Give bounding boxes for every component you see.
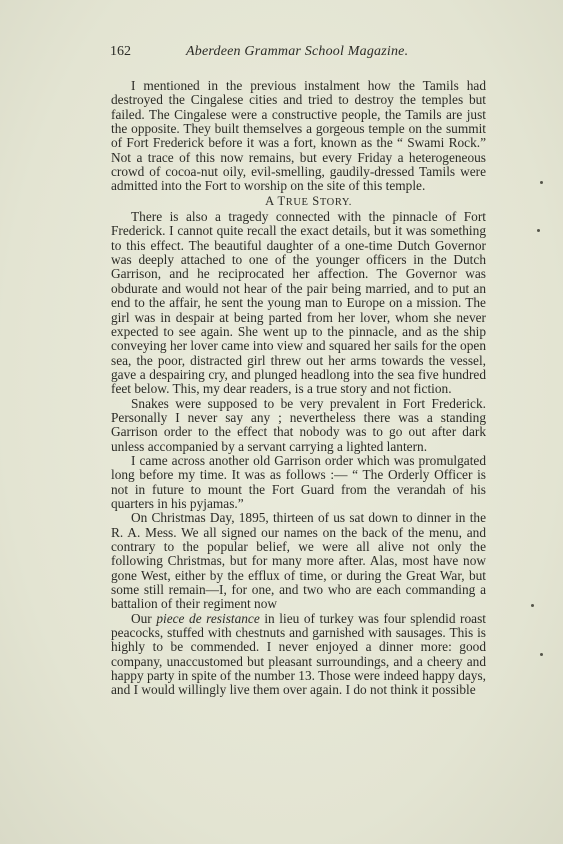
journal-title: Aberdeen Grammar School Magazine. (186, 44, 409, 59)
paragraph-garrison-order: I came across another old Garrison order which was promulgated long before my time. It was as follows :— “ The Orderly Officer is not in future to mount the Fort Guard from the verandah of his quarters in his pyjamas.” (111, 452, 486, 511)
heading-smallcaps-a: RUE (285, 196, 309, 208)
speck-mark (537, 229, 540, 232)
section-heading (111, 194, 486, 210)
heading-initials-a: A T (265, 193, 286, 208)
paragraph-snakes: Snakes were supposed to be very prevalent in Fort Frederick. Personally I never say any ; nevertheless there was a standing Garrison order to the effect that nobody was to go out after dark unless accompanied by a servant carrying a lighted lantern. (111, 395, 486, 454)
speck-mark (540, 653, 543, 656)
paragraph-tragedy: There is also a tragedy connected with the pinnacle of Fort Frederick. I cannot quite recall the exact details, but it was something to this effect. The beautiful daughter of a one-time Dutch Governor was deeply attached to one of the younger officers in the Dutch Garrison, and he reciprocated her affection. The Governor was obdurate and would not hear of the pair being married, and to put an end to the affair, he sent the young man to Europe on a mission. The girl was in despair at being parted from her lover, whom she never expected to see again. She went up to the pinnacle, and as the ship conveying her lover came into view and squared her sails for the open sea, the poor, distracted girl threw out her arms towards the vessel, gave a despairing cry, and plunged headlong into the sea five hundred feet below. This, my dear readers, is a true story and not fiction. (111, 209, 486, 397)
heading-initials-b: S (308, 193, 320, 208)
speck-mark (531, 604, 534, 607)
peacocks-rest: in lieu of turkey was four splendid roast peacocks, stuffed with chestnuts and garnished with sausages. This is highly to be commended. I never enjoyed a dinner more: good company, unaccustomed but pleasant surroundings, and a cheery and happy party in spite of the number 13. Those were indeed happy days, and I would willingly live them over again. I do not think it possible (111, 610, 486, 698)
speck-mark (540, 181, 543, 184)
page-header (110, 44, 490, 64)
paragraph-tamil-temple: I mentioned in the previous instalment how the Tamils had destroyed the Cingalese cities and tried to destroy the temples but failed. The Cingalese were a constructive people, the Tamils are just the opposite. They built themselves a gorgeous temple on the summit of Fort Frederick before it was a fort, known as the “ Swami Rock.” Not a trace of this now remains, but every Friday a heterogeneous crowd of cocoa-nut oily, evil-smelling, gaudily-dressed Tamils were admitted into the Fort to worship on the site of this temple. (111, 78, 486, 194)
paragraph-peacocks (111, 612, 486, 698)
peacocks-italic: piece de resistance (156, 610, 260, 626)
article-body (111, 79, 486, 698)
heading-smallcaps-b: TORY. (319, 196, 352, 208)
peacocks-prefix: Our (131, 610, 157, 626)
paragraph-christmas: On Christmas Day, 1895, thirteen of us sat down to dinner in the R. A. Mess. We all signed our names on the back of the menu, and contrary to the popular belief, we were all alive not only the following Christmas, but for many more after. Alas, most have now gone West, either by the efflux of time, or during the Great War, but some still remain—I, for one, and two who are each commanding a battalion of their regiment now (111, 510, 486, 612)
page-number: 162 (110, 44, 131, 59)
